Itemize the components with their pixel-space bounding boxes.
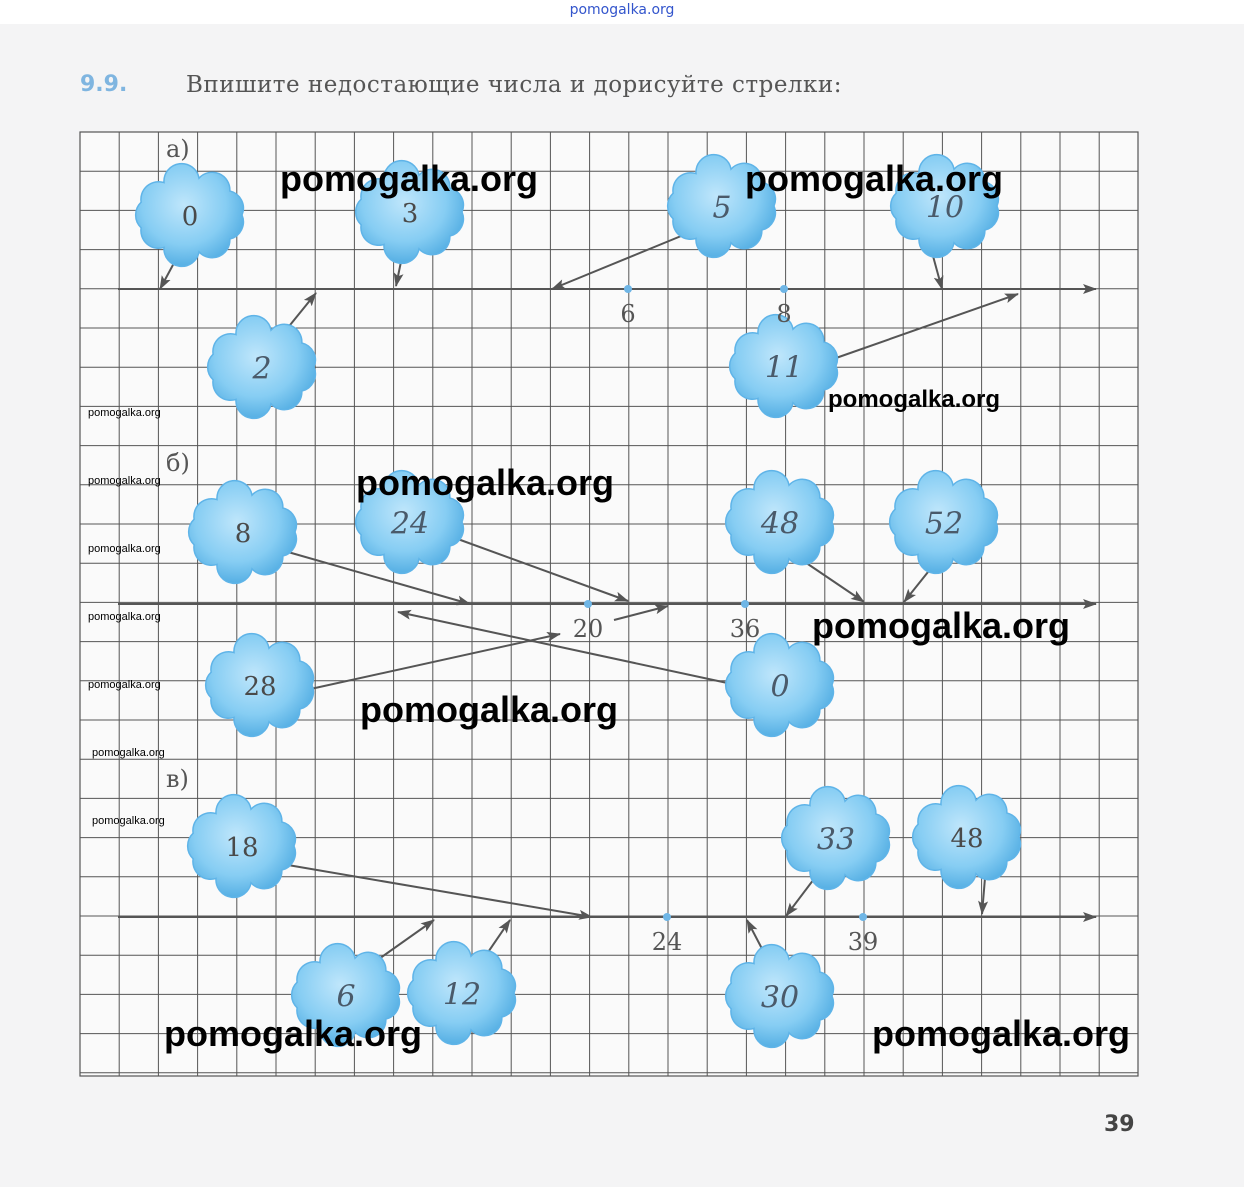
watermark: pomogalka.org (280, 158, 539, 199)
cloud-number: 0 (770, 669, 790, 705)
tick-label: 36 (729, 615, 761, 643)
cloud-number: 10 (925, 190, 965, 226)
watermark: pomogalka.org (88, 611, 161, 623)
cloud-number: 12 (442, 977, 482, 1013)
watermark: pomogalka.org (88, 475, 161, 487)
watermark: pomogalka.org (872, 1013, 1131, 1054)
tick-dot (663, 913, 671, 921)
cloud-number: 33 (816, 822, 856, 858)
tick-label: 6 (620, 300, 636, 328)
watermark: pomogalka.org (92, 747, 165, 759)
watermark: pomogalka.org (828, 386, 1001, 413)
cloud-number: 0 (181, 202, 199, 232)
exercise-number: 9.9. (80, 72, 128, 97)
watermark: pomogalka.org (88, 543, 161, 555)
cloud-number: 11 (764, 350, 804, 386)
watermark: pomogalka.org (164, 1013, 423, 1054)
cloud-number: 3 (401, 199, 419, 229)
top-watermark: pomogalka.org (569, 2, 675, 18)
cloud-number: 28 (243, 672, 277, 702)
watermark: pomogalka.org (92, 815, 165, 827)
cloud-number: 2 (252, 351, 272, 387)
tick-label: 20 (572, 615, 604, 643)
tick-dot (584, 600, 592, 608)
cloud-number: 48 (760, 506, 800, 542)
cloud-number: 30 (760, 980, 800, 1016)
watermark: pomogalka.org (356, 462, 615, 503)
cloud-number: 8 (234, 519, 252, 549)
part-label: б) (166, 449, 190, 477)
tick-label: 39 (847, 928, 879, 956)
watermark: pomogalka.org (745, 158, 1004, 199)
cloud-number: 6 (336, 979, 356, 1015)
watermark: pomogalka.org (360, 689, 619, 730)
page-number: 39 (1104, 1112, 1135, 1137)
watermark: pomogalka.org (812, 605, 1071, 646)
cloud-number: 48 (950, 824, 984, 854)
tick-dot (780, 285, 788, 293)
watermark: pomogalka.org (88, 407, 161, 419)
tick-dot (624, 285, 632, 293)
watermark: pomogalka.org (88, 679, 161, 691)
tick-label: 8 (776, 300, 792, 328)
tick-dot (859, 913, 867, 921)
tick-label: 24 (651, 928, 683, 956)
cloud-number: 52 (924, 506, 964, 542)
exercise-title: Впишите недостающие числа и дорисуйте стрелки: (186, 72, 842, 98)
cloud-number: 24 (390, 506, 430, 542)
cloud-number: 5 (712, 190, 732, 226)
part-label: а) (166, 135, 190, 163)
tick-dot (741, 600, 749, 608)
cloud-number: 18 (225, 833, 259, 863)
part-label: в) (166, 765, 189, 793)
